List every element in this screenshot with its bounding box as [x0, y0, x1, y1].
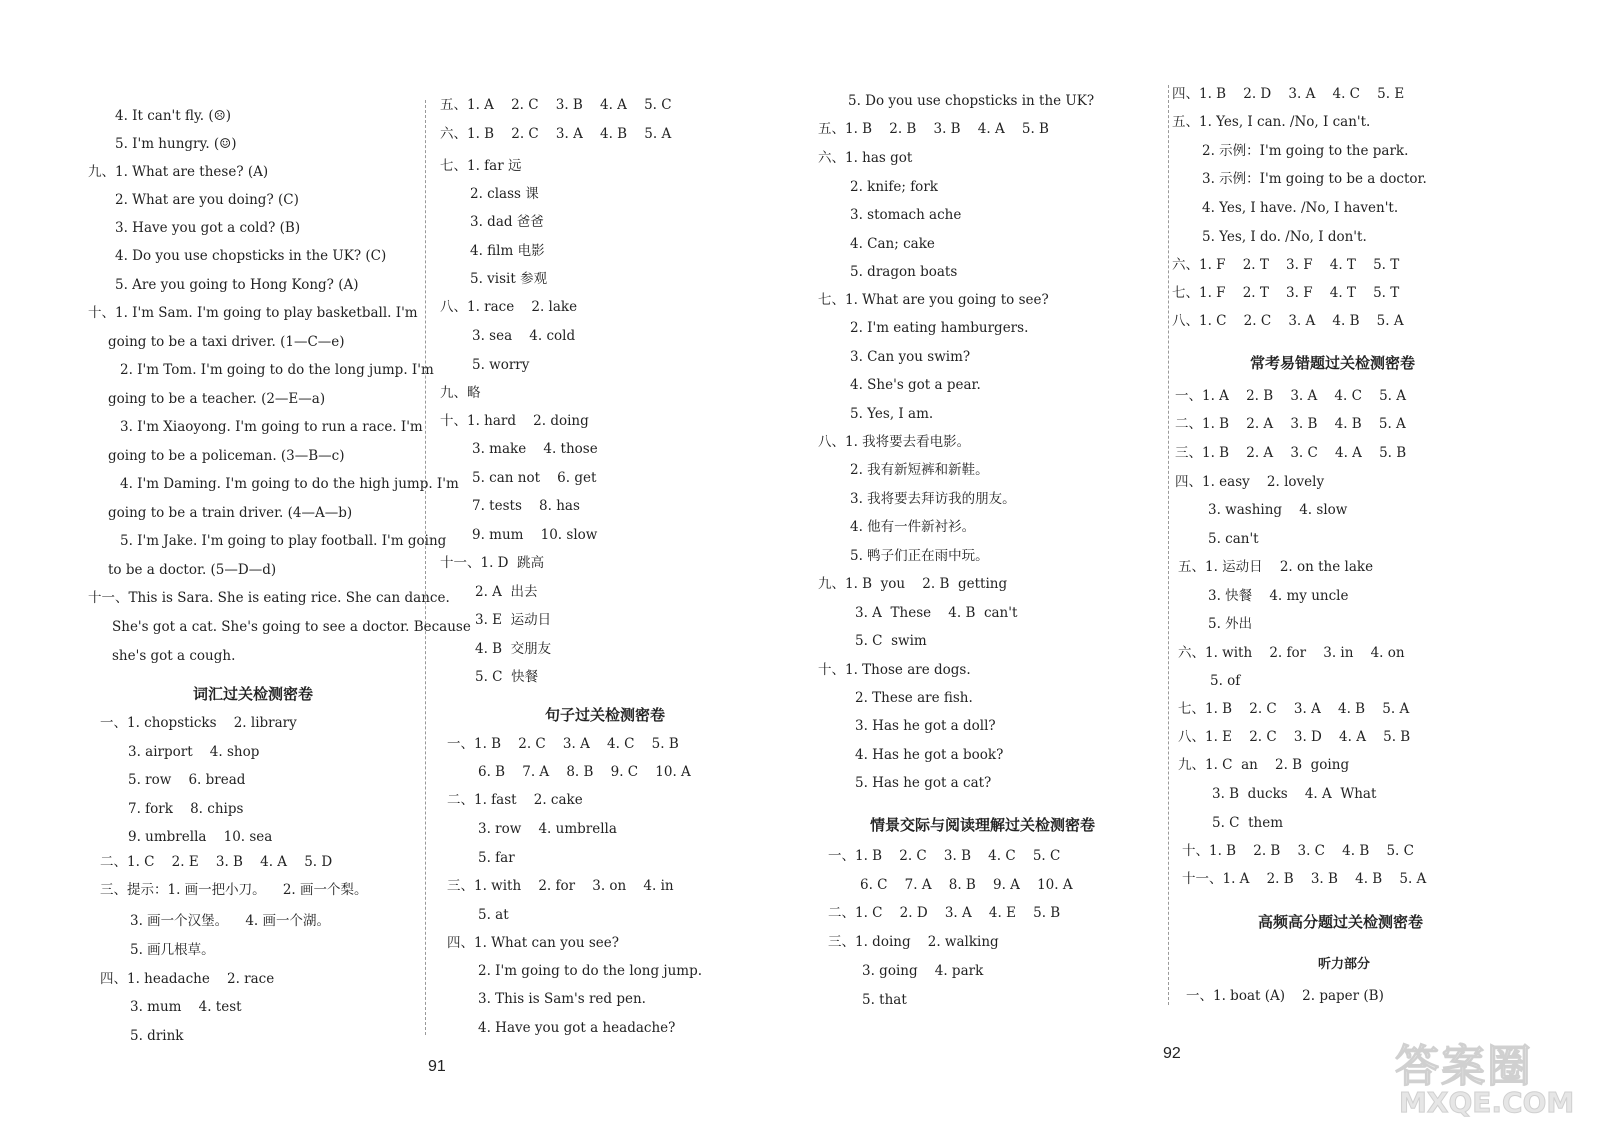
answer-line: 一、1. B 2. C 3. A 4. C 5. B	[447, 736, 679, 752]
answer-line: she's got a cough.	[112, 648, 236, 664]
answer-line: 3. 我将要去拜访我的朋友。	[850, 491, 1016, 507]
answer-line: 三、提示：1. 画一把小刀。 2. 画一个梨。	[100, 882, 368, 898]
answer-line: 二、1. B 2. A 3. B 4. B 5. A	[1175, 416, 1406, 432]
answer-line: 3. row 4. umbrella	[478, 821, 617, 837]
answer-line: 四、1. B 2. D 3. A 4. C 5. E	[1172, 86, 1405, 102]
answer-line: going to be a teacher. (2—E—a)	[108, 391, 326, 407]
answer-line: 4. Do you use chopsticks in the UK? (C)	[115, 248, 387, 264]
answer-line: 3. dad 爸爸	[470, 214, 544, 230]
answer-line: 9. mum 10. slow	[472, 527, 598, 543]
answer-line: 7. tests 8. has	[472, 498, 580, 514]
answer-line: going to be a taxi driver. (1—C—e)	[108, 334, 345, 350]
answer-line: 5. I'm hungry. (☺)	[115, 136, 237, 152]
answer-line: 5. 画几根草。	[130, 942, 215, 958]
answer-line: 4. She's got a pear.	[850, 377, 981, 393]
answer-line: 3. A These 4. B can't	[855, 605, 1018, 621]
answer-line: 3. Can you swim?	[850, 349, 971, 365]
answer-line: 3. mum 4. test	[130, 999, 242, 1015]
answer-line: 九、略	[440, 385, 481, 401]
answer-line: 9. umbrella 10. sea	[128, 829, 273, 845]
answer-line: 六、1. B 2. C 3. A 4. B 5. A	[440, 126, 672, 142]
answer-line: 3. stomach ache	[850, 207, 962, 223]
answer-line: 5. C swim	[855, 633, 927, 649]
answer-line: 十一、1. A 2. B 3. B 4. B 5. A	[1182, 871, 1427, 887]
answer-line: 一、1. A 2. B 3. A 4. C 5. A	[1175, 388, 1407, 404]
answer-line: 2. I'm eating hamburgers.	[850, 320, 1029, 336]
answer-line: 3. Has he got a doll?	[855, 718, 996, 734]
answer-line: 5. of	[1210, 673, 1241, 689]
answer-line: 六、1. F 2. T 3. F 4. T 5. T	[1172, 257, 1400, 273]
answer-line: 六、1. has got	[818, 150, 913, 166]
answer-line: 5. can not 6. get	[472, 470, 597, 486]
answer-line: 3. make 4. those	[472, 441, 598, 457]
answer-line: 3. Have you got a cold? (B)	[115, 220, 301, 236]
answer-line: 4. It can't fly. (☹)	[115, 108, 232, 124]
answer-line: 二、1. C 2. E 3. B 4. A 5. D	[100, 854, 333, 870]
answer-line: 四、1. headache 2. race	[100, 971, 275, 987]
answer-line: 3. 画一个汉堡。 4. 画一个湖。	[130, 913, 331, 929]
answer-line: 三、1. doing 2. walking	[828, 934, 999, 950]
answer-line: 4. B 交朋友	[475, 641, 552, 657]
answer-line: 八、1. E 2. C 3. D 4. A 5. B	[1178, 729, 1411, 745]
answer-line: 2. knife; fork	[850, 179, 938, 195]
answer-line: 三、1. B 2. A 3. C 4. A 5. B	[1175, 445, 1407, 461]
divider-right-page	[1168, 85, 1169, 1005]
answer-line: 九、1. B you 2. B getting	[818, 576, 1008, 592]
answer-line: 3. B ducks 4. A What	[1212, 786, 1377, 802]
answer-line: 十、1. hard 2. doing	[440, 413, 589, 429]
answer-line: 4. Has he got a book?	[855, 747, 1004, 763]
answer-line: 4. Yes, I have. /No, I haven't.	[1202, 200, 1399, 216]
answer-line: 八、1. 我将要去看电影。	[818, 434, 971, 450]
answer-line: 5. I'm Jake. I'm going to play football. I'm going	[120, 533, 447, 549]
answer-line: 七、1. F 2. T 3. F 4. T 5. T	[1172, 285, 1400, 301]
answer-line: 七、1. far 远	[440, 158, 522, 174]
answer-line: 5. Has he got a cat?	[855, 775, 992, 791]
answer-line: 七、1. What are you going to see?	[818, 292, 1049, 308]
answer-line: 四、1. What can you see?	[447, 935, 619, 951]
answer-line: 2. I'm going to do the long jump.	[478, 963, 703, 979]
answer-line: 3. E 运动日	[475, 612, 552, 628]
answer-line: 六、1. with 2. for 3. in 4. on	[1178, 645, 1405, 661]
page-number-left: 91	[428, 1058, 446, 1075]
answer-line: 3. sea 4. cold	[472, 328, 576, 344]
answer-line: 4. Can; cake	[850, 236, 935, 252]
answer-line: 3. I'm Xiaoyong. I'm going to run a race. I'm	[120, 419, 423, 435]
answer-line: 5. 鸭子们正在雨中玩。	[850, 548, 989, 564]
watermark-logo	[1395, 1030, 1590, 1125]
answer-line: 二、1. C 2. D 3. A 4. E 5. B	[828, 905, 1061, 921]
answer-line: 九、1. C an 2. B going	[1178, 757, 1350, 773]
section-heading-reading: 情景交际与阅读理解过关检测密卷	[870, 816, 1096, 834]
answer-line: going to be a train driver. (4—A—b)	[108, 505, 353, 521]
answer-line: 5. drink	[130, 1028, 184, 1044]
answer-line: 7. fork 8. chips	[128, 801, 244, 817]
answer-line: 2. 示例：I'm going to the park.	[1202, 143, 1409, 159]
section-heading-sentences: 句子过关检测密卷	[545, 706, 666, 724]
answer-line: 五、1. Yes, I can. /No, I can't.	[1172, 114, 1371, 130]
divider-left-page	[425, 100, 426, 1035]
answer-line: 八、1. C 2. C 3. A 4. B 5. A	[1172, 313, 1404, 329]
answer-line: going to be a policeman. (3—B—c)	[108, 448, 345, 464]
section-heading-vocabulary: 词汇过关检测密卷	[193, 685, 314, 703]
answer-line: 5. Do you use chopsticks in the UK?	[848, 93, 1095, 109]
answer-line: 三、1. with 2. for 3. on 4. in	[447, 878, 674, 894]
answer-line: 十、1. Those are dogs.	[818, 662, 971, 678]
answer-line: 5. row 6. bread	[128, 772, 246, 788]
answer-line: 十一、1. D 跳高	[440, 555, 545, 571]
answer-line: 八、1. race 2. lake	[440, 299, 578, 315]
watermark-sub-text: MXQE.COM	[1399, 1086, 1575, 1119]
answer-line: 3. washing 4. slow	[1208, 502, 1348, 518]
answer-line: 2. What are you doing? (C)	[115, 192, 299, 208]
section-subheading-listening: 听力部分	[1318, 957, 1371, 972]
answer-line: 3. going 4. park	[862, 963, 984, 979]
answer-line: 2. I'm Tom. I'm going to do the long jump. I'm	[120, 362, 434, 378]
answer-line: 五、1. B 2. B 3. B 4. A 5. B	[818, 121, 1049, 137]
watermark-main-text: 答案圈	[1395, 1041, 1533, 1092]
answer-line: 十一、This is Sara. She is eating rice. She can dance.	[88, 590, 450, 606]
section-heading-high-frequency: 高频高分题过关检测密卷	[1258, 913, 1424, 931]
answer-line: 2. 我有新短裤和新鞋。	[850, 462, 989, 478]
answer-line: 4. film 电影	[470, 243, 545, 259]
answer-line: She's got a cat. She's going to see a doctor. Because	[112, 619, 471, 635]
answer-line: 5. at	[478, 907, 509, 923]
answer-line: 七、1. B 2. C 3. A 4. B 5. A	[1178, 701, 1410, 717]
answer-line: 5. C them	[1212, 815, 1283, 831]
answer-line: 5. far	[478, 850, 515, 866]
answer-line: 5. Yes, I am.	[850, 406, 934, 422]
answer-line: 2. A 出去	[475, 584, 538, 600]
answer-line: 2. These are fish.	[855, 690, 973, 706]
answer-line: 4. Have you got a headache?	[478, 1020, 676, 1036]
answer-line: 4. 他有一件新衬衫。	[850, 519, 976, 535]
answer-line: 5. dragon boats	[850, 264, 958, 280]
answer-line: 二、1. fast 2. cake	[447, 792, 583, 808]
answer-line: 3. 快餐 4. my uncle	[1208, 588, 1349, 604]
answer-line: 五、1. A 2. C 3. B 4. A 5. C	[440, 97, 672, 113]
answer-line: 6. B 7. A 8. B 9. C 10. A	[478, 764, 691, 780]
answer-line: 5. visit 参观	[470, 271, 548, 287]
answer-line: 十、1. I'm Sam. I'm going to play basketball. I'm	[88, 305, 418, 321]
answer-line: 一、1. chopsticks 2. library	[100, 715, 297, 731]
answer-line: 3. airport 4. shop	[128, 744, 260, 760]
answer-line: 5. 外出	[1208, 616, 1253, 632]
answer-line: 九、1. What are these? (A)	[88, 164, 269, 180]
answer-line: 6. C 7. A 8. B 9. A 10. A	[860, 877, 1073, 893]
answer-line: 3. This is Sam's red pen.	[478, 991, 646, 1007]
answer-line: 一、1. boat (A) 2. paper (B)	[1186, 988, 1384, 1004]
section-heading-common-mistakes: 常考易错题过关检测密卷	[1250, 354, 1416, 372]
answer-line: 3. 示例：I'm going to be a doctor.	[1202, 171, 1427, 187]
answer-line: 5. C 快餐	[475, 669, 539, 685]
answer-line: 十、1. B 2. B 3. C 4. B 5. C	[1182, 843, 1414, 859]
page-number-right: 92	[1163, 1045, 1181, 1062]
answer-line: 五、1. 运动日 2. on the lake	[1178, 559, 1374, 575]
answer-line: 5. that	[862, 992, 907, 1008]
answer-line: 2. class 课	[470, 186, 539, 202]
answer-line: 一、1. B 2. C 3. B 4. C 5. C	[828, 848, 1061, 864]
answer-line: 5. Yes, I do. /No, I don't.	[1202, 229, 1367, 245]
answer-line: 四、1. easy 2. lovely	[1175, 474, 1325, 490]
answer-line: 4. I'm Daming. I'm going to do the high jump. I'm	[120, 476, 459, 492]
answer-line: to be a doctor. (5—D—d)	[108, 562, 277, 578]
answer-line: 5. can't	[1208, 531, 1259, 547]
answer-line: 5. Are you going to Hong Kong? (A)	[115, 277, 359, 293]
answer-line: 5. worry	[472, 357, 530, 373]
